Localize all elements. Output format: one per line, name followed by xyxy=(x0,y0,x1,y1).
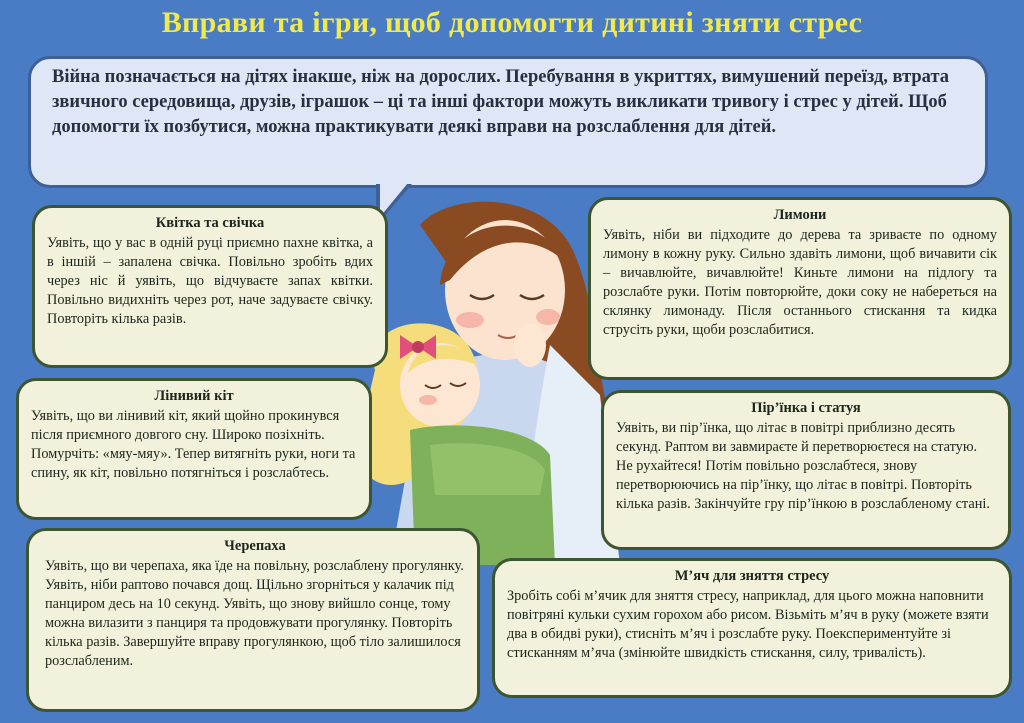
card-feather-statue xyxy=(601,390,1011,550)
card-flower-candle xyxy=(32,205,388,368)
card-title: Лінивий кіт xyxy=(154,388,234,404)
card-title: Черепаха xyxy=(224,538,286,554)
card-title: Квітка та свічка xyxy=(155,215,265,231)
card-lazy-cat xyxy=(16,378,372,520)
card-title: Пір’їнка і статуя xyxy=(751,400,861,416)
card-title: М’яч для зняття стресу xyxy=(674,568,830,584)
card-text: Зробіть собі м’ячик для зняття стресу, наприклад, для цього можна наповнити повітряні кульки сухим горохом або рисом. Візьміть м’яч в руку (можете взяти два в обидві руки), стисніть м’яч і розслабте руку. Поекспериментуйте зі стисканням м’яча (змінюйте швидкість стискання, силу, тривалість). xyxy=(507,588,989,661)
card-text: Уявіть, що у вас в одній руці приємно пахне квітка, а в іншій – запалена свічка. Повільно зробіть вдих через ніс й уявіть, що відчуваєте запах квітки. Повільно видихніть через рот, наче задуваєте свічку. Повторіть кілька разів. xyxy=(47,235,373,327)
card-stress-ball xyxy=(492,558,1012,698)
card-text: Уявіть, ніби ви підходите до дерева та зриваєте по одному лимону в кожну руку. Сильно здавіть лимони, щоб вичавити сік – вичавлюйте, вичавлюйте! Киньте лимони на підлогу та розслабте руки. Потім повторюйте, доки соку не набереться на склянку лимонаду. Після останнього стискання та кидка струсіть руки, щоби розслабитися. xyxy=(603,227,997,338)
card-title: Лимони xyxy=(773,207,827,223)
card-text: Уявіть, ви пір’їнка, що літає в повітрі приблизно десять секунд. Раптом ви завмираєте й перетворюєтеся на статую. Не рухайтеся! Потім повільно розслабтеся, знову перетворюючись на пір’їнку, що літає в повітрі. Повторіть кілька разів. Закінчуйте гру пір’їнкою в розслабленому стані. xyxy=(616,420,990,512)
card-text: Уявіть, що ви лінивий кіт, який щойно прокинувся після приємного довгого сну. Широко позіхніть. Помурчіть: «мяу-мяу». Тепер витягніть руки, ноги та спину, як кіт, повільно потягніться і розслабтесь. xyxy=(31,408,356,481)
intro-text: Війна позначається на дітях інакше, ніж на дорослих. Перебування в укриттях, вимушений переїзд, втрата звичного середовища, друзів, іграшок – ці та інші фактори можуть викликати тривогу і стрес у дітей. Щоб допомогти їх позбутися, можна практикувати деякі вправи на розслаблення для дітей. xyxy=(52,67,950,137)
page-title: Вправи та ігри, щоб допомогти дитині зняти стрес xyxy=(161,6,863,39)
card-lemons xyxy=(588,197,1012,380)
card-text: Уявіть, що ви черепаха, яка їде на повільну, розслаблену прогулянку. Уявіть, ніби раптово почався дощ. Щільно згорніться у калачик під панциром десь на 10 секунд. Уявіть, що знову вийшло сонце, тому можна вилазити з панциря та продовжувати прогулянку. Повторіть кілька разів. Завершуйте вправу прогулянкою, щоб тіло залишилося розслабленим. xyxy=(45,558,464,669)
card-turtle xyxy=(26,528,480,712)
